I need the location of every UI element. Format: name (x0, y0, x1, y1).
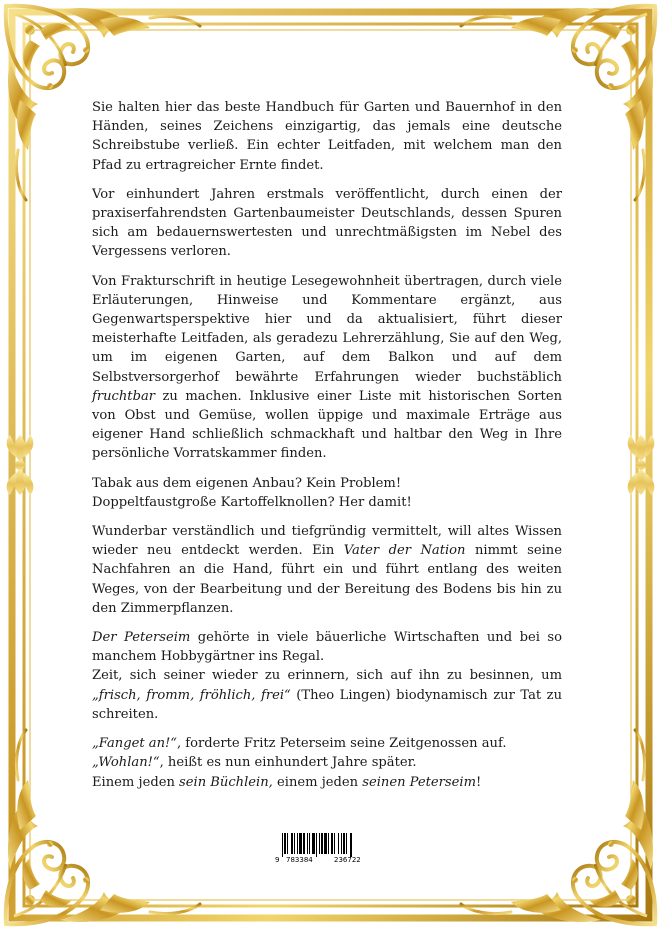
barcode-bar (303, 833, 305, 854)
barcode-bar (287, 833, 288, 854)
barcode-bar (321, 833, 323, 854)
barcode-bar (331, 833, 333, 854)
paragraph-description: Von Frakturschrift in heutige Lesegewohnheit übertragen, durch viele Erläuterungen, Hinweise und Kommentare ergänzt, aus Gegenwartsperspektive hier und da aktualisiert, führt dieser meisterhafte Leitfaden, als geradezu Lehrerzählung, Sie auf den Weg, um im eigenen Garten, auf dem Balkon und auf dem Selbstversorgerhof bewährte Erfahrungen wieder buchstäblich fruchtbar zu machen. Inklusive einer Liste mit historischen Sorten von Obst und Gemüse, wollen üppige und maximale Erträge aus eigener Hand schließlich schmackhaft und haltbar den Weg in Ihre persönliche Vorratskammer finden. (92, 273, 562, 462)
paragraph-closing: „Fanget an!“, forderte Fritz Peterseim seine Zeitgenossen auf. „Wohlan!“, heißt es nun einhundert Jahre später. Einem jeden sein Büchlein, einem jeden seinen Peterseim! (92, 736, 507, 790)
barcode-bar (350, 833, 352, 857)
barcode-group1: 783384 (286, 856, 313, 864)
barcode-bar (316, 833, 317, 857)
barcode-digit-first: 9 (275, 856, 280, 864)
barcode-digits (274, 855, 382, 866)
barcode-bar (334, 833, 335, 854)
barcode-bar (297, 833, 298, 854)
barcode-bar (343, 833, 345, 854)
blurb-text (92, 98, 562, 802)
barcode-bar (291, 833, 293, 854)
paragraph-teasers: Tabak aus dem eigenen Anbau? Kein Problem! Doppeltfaustgroße Kartoffelknollen? Her damit! (92, 475, 412, 510)
barcode-bar (284, 833, 286, 854)
barcode-bar (324, 833, 327, 854)
barcode-bar (309, 833, 310, 854)
barcode-bar (294, 833, 295, 854)
paragraph-history: Vor einhundert Jahren erstmals veröffentlicht, durch einen der praxiserfahrendsten Gartenbaumeister Deutschlands, dessen Spuren sich am bedauernswertesten und unrechtmäßigsten im Nebel des Vergessens verloren. (92, 186, 562, 260)
paragraph-wisdom: Wunderbar verständlich und tiefgründig vermittelt, will altes Wissen wieder neu entdeckt werden. Ein Vater der Nation nimmt seine Nachfahren an die Hand, führt ein und führt entlang des weiten Weges, von der Bearbeitung und der Bereitung des Bodens bis hin zu den Zimmerpflanzen. (92, 524, 562, 616)
barcode-bar (341, 833, 342, 854)
barcode-bars (274, 833, 382, 857)
isbn-barcode (274, 833, 382, 867)
barcode-bar (319, 833, 320, 854)
barcode-bar (282, 833, 283, 857)
barcode-bar (312, 833, 315, 854)
barcode-bar (346, 833, 347, 854)
barcode-bar (307, 833, 308, 854)
paragraph-peterseim: Der Peterseim gehörte in viele bäuerliche Wirtschaften und bei so manchem Hobbygärtner ins Regal. Zeit, sich seiner wieder zu erinnern, sich auf ihn zu besinnen, um „frisch, fromm, fröhlich, frei“ (Theo Lingen) biodynamisch zur Tat zu schreiten. (92, 630, 563, 722)
barcode-bar (299, 833, 302, 854)
barcode-bar (338, 833, 339, 854)
barcode-bar (328, 833, 329, 854)
barcode-group2: 236722 (334, 856, 361, 864)
paragraph-intro: Sie halten hier das beste Handbuch für Garten und Bauernhof in den Händen, seines Zeichens einzigartig, das jemals eine deutsche Schreibstube verließ. Ein echter Leitfaden, mit welchem man den Pfad zu ertragreicher Ernte findet. (92, 100, 562, 173)
